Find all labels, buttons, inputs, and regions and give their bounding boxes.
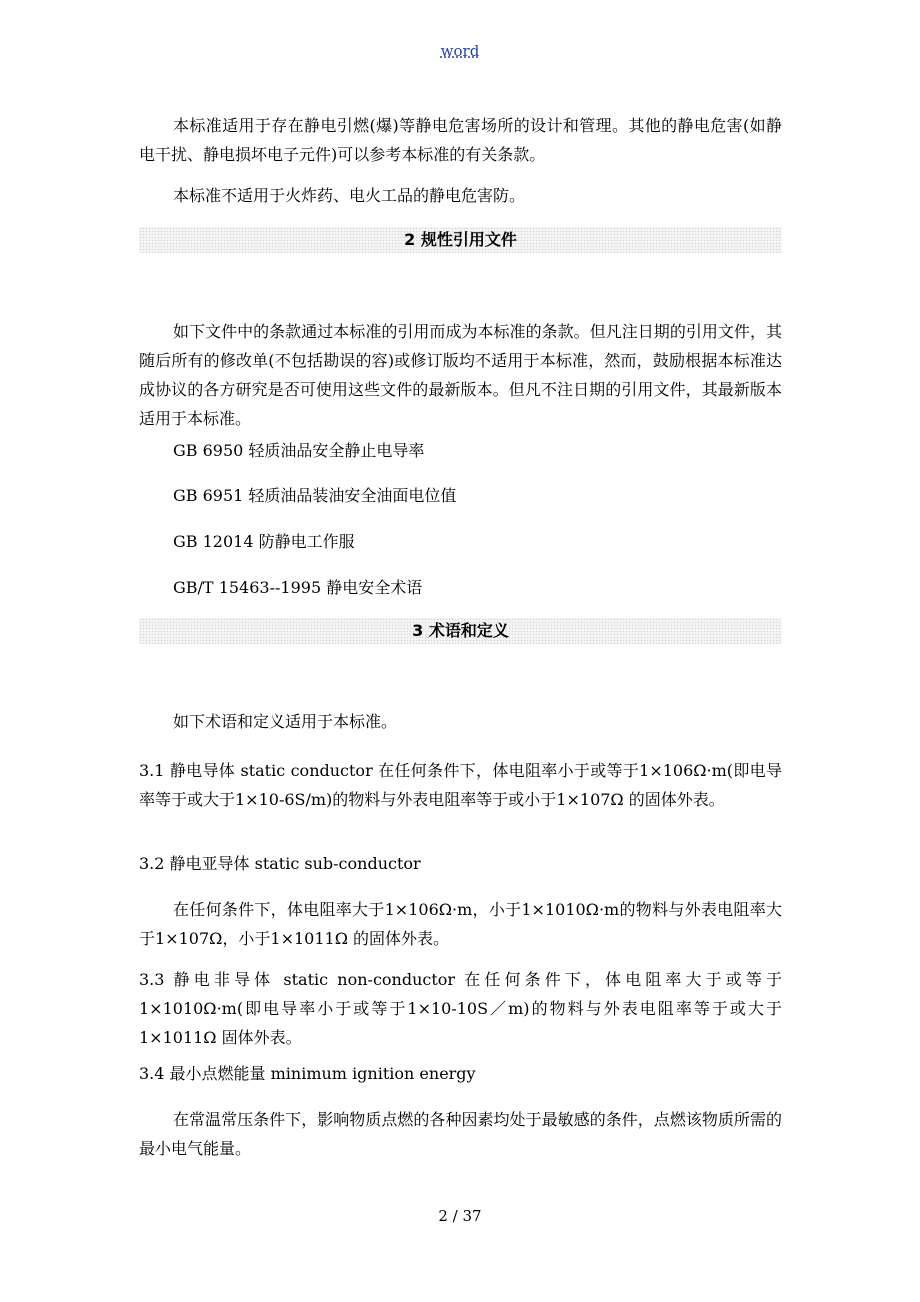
intro-paragraph-2: 本标准不适用于火炸药、电火工品的静电危害防。 [173, 186, 526, 205]
section-2-heading-text: 2 规性引用文件 [404, 230, 517, 249]
section-2-heading [139, 227, 782, 253]
term-3-4-body: 在常温常压条件下，影响物质点燃的各种因素均处于最敏感的条件，点燃该物质所需的最小电气能量。 [139, 1110, 782, 1158]
page-number: 2 / 37 [438, 1207, 482, 1225]
section-3-heading-text: 3 术语和定义 [412, 621, 509, 640]
page-header [0, 42, 920, 60]
reference-item: GB 12014 防静电工作服 [173, 532, 355, 551]
term-3-4-title: 3.4 最小点燃能量 minimum ignition energy [139, 1064, 476, 1083]
term-3-1: 3.1 静电导体 static conductor 在任何条件下，体电阻率小于或等于1×106Ω·m(即电导率等于或大于1×10-6S/m)的物料与外表电阻率等于或小于1×107Ω 的固体外表。 [139, 761, 782, 809]
term-3-2-title: 3.2 静电亚导体 static sub-conductor [139, 854, 421, 873]
section-3-intro: 如下术语和定义适用于本标准。 [173, 712, 398, 731]
reference-item: GB 6950 轻质油品安全静止电导率 [173, 441, 425, 460]
term-3-3: 3.3 静电非导体 static non-conductor 在任何条件下，体电阻率大于或等于1×1010Ω·m(即电导率小于或等于1×10-10S／m)的物料与外表电阻率等于或大于1×1011Ω 固体外表。 [139, 970, 782, 1047]
header-word-link[interactable]: word [440, 42, 480, 60]
intro-paragraph-1: 本标准适用于存在静电引燃(爆)等静电危害场所的设计和管理。其他的静电危害(如静电干扰、静电损坏电子元件)可以参考本标准的有关条款。 [139, 116, 782, 164]
section-2-body: 如下文件中的条款通过本标准的引用而成为本标准的条款。但凡注日期的引用文件，其随后所有的修改单(不包括勘误的容)或修订版均不适用于本标准，然而，鼓励根据本标准达成协议的各方研究是否可使用这些文件的最新版本。但凡不注日期的引用文件，其最新版本适用于本标准。 [139, 322, 782, 428]
term-3-2-body: 在任何条件下，体电阻率大于1×106Ω·m，小于1×1010Ω·m的物料与外表电阻率大于1×107Ω，小于1×1011Ω 的固体外表。 [139, 900, 782, 948]
reference-item: GB/T 15463--1995 静电安全术语 [173, 578, 423, 597]
section-3-heading [139, 618, 782, 644]
reference-item: GB 6951 轻质油品装油安全油面电位值 [173, 486, 457, 505]
